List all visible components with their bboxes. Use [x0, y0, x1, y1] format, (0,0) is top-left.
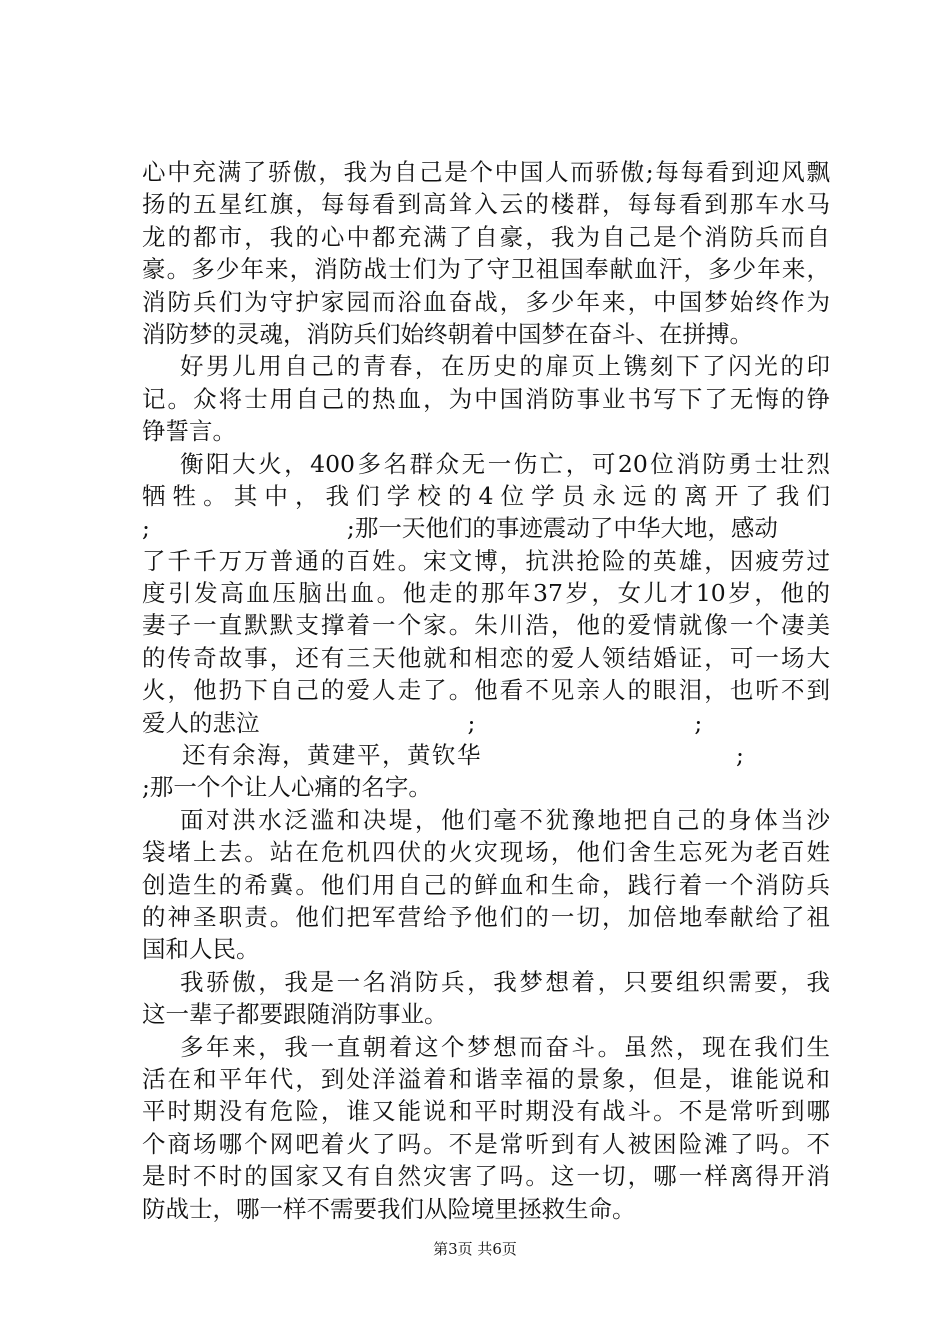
text-line: 消防兵们为守护家园而浴血奋战，多少年来，中国梦始终作为 [142, 287, 830, 316]
text-line: 防战士，哪一样不需要我们从险境里拯救生命。 [142, 1194, 636, 1223]
text-line: 活在和平年代，到处洋溢着和谐幸福的景象，但是，谁能说和 [142, 1064, 830, 1093]
text-fragment: 还有余海，黄建平，黄钦华 [182, 741, 482, 770]
text-line [142, 512, 830, 544]
text-line: 龙的都市，我的心中都充满了自豪，我为自己是个消防兵而自 [142, 222, 830, 251]
text-line: 我骄傲，我是一名消防兵，我梦想着，只要组织需要，我 [180, 967, 830, 996]
text-line: 面对洪水泛滥和决堤，他们毫不犹豫地把自己的身体当沙 [180, 805, 830, 834]
text-line: 的神圣职责。他们把军营给予他们的一切，加倍地奉献给了祖 [142, 902, 830, 931]
text-line: 记。众将士用自己的热血，为中国消防事业书写下了无悔的铮 [142, 384, 830, 413]
text-line: 国和人民。 [142, 935, 260, 964]
page-number: 第3页 共6页 [433, 1240, 517, 1258]
text-line: 妻子一直默默支撑着一个家。朱川浩，他的爱情就像一个凄美 [142, 611, 830, 640]
text-line: 豪。多少年来，消防战士们为了守卫祖国奉献血汗，多少年来， [142, 255, 830, 284]
text-line: 的传奇故事，还有三天他就和相恋的爱人领结婚证，可一场大 [142, 643, 830, 672]
text-fragment: ; [736, 741, 744, 770]
text-line: 铮誓言。 [142, 417, 236, 446]
text-line: 扬的五星红旗，每每看到高耸入云的楼群，每每看到那车水马 [142, 190, 830, 219]
text-line [142, 739, 830, 771]
text-line: 火，他扔下自己的爱人走了。他看不见亲人的眼泪，也听不到 [142, 676, 830, 705]
text-line: 衡阳大火，400多名群众无一伤亡，可20位消防勇士壮烈 [180, 449, 830, 478]
text-fragment: ; [694, 708, 703, 737]
text-line: 好男儿用自己的青春，在历史的扉页上镌刻下了闪光的印 [180, 352, 830, 381]
text-line: 平时期没有危险，谁又能说和平时期没有战斗。不是常听到哪 [142, 1097, 830, 1126]
text-fragment: 爱人的悲泣 [142, 708, 260, 737]
text-fragment: ; [467, 708, 476, 737]
text-line [142, 707, 830, 739]
text-line: 创造生的希冀。他们用自己的鲜血和生命，践行着一个消防兵 [142, 870, 830, 899]
text-line: 牺牲。其中，我们学校的4位学员永远的离开了我们 [142, 481, 830, 510]
text-fragment: ; [142, 514, 150, 543]
text-line: 了千千万万普通的百姓。宋文博，抗洪抢险的英雄，因疲劳过 [142, 546, 830, 575]
text-fragment: ;那一天他们的事迹震动了中华大地，感动 [346, 514, 778, 543]
text-line: 多年来，我一直朝着这个梦想而奋斗。虽然，现在我们生 [180, 1032, 830, 1061]
text-line: 消防梦的灵魂，消防兵们始终朝着中国梦在奋斗、在拼搏。 [142, 319, 753, 348]
text-line: 度引发高血压脑出血。他走的那年37岁，女儿才10岁，他的 [142, 579, 830, 608]
text-line: ;那一个个让人心痛的名字。 [142, 773, 432, 802]
text-line: 个商场哪个网吧着火了吗。不是常听到有人被困险滩了吗。不 [142, 1129, 830, 1158]
text-line: 是时不时的国家又有自然灾害了吗。这一切，哪一样离得开消 [142, 1162, 830, 1191]
text-line: 袋堵上去。站在危机四伏的火灾现场，他们舍生忘死为老百姓 [142, 838, 830, 867]
document-body [142, 156, 830, 1225]
text-line: 心中充满了骄傲，我为自己是个中国人而骄傲;每每看到迎风飘 [142, 158, 830, 186]
text-line: 这一辈子都要跟随消防事业。 [142, 1000, 448, 1029]
